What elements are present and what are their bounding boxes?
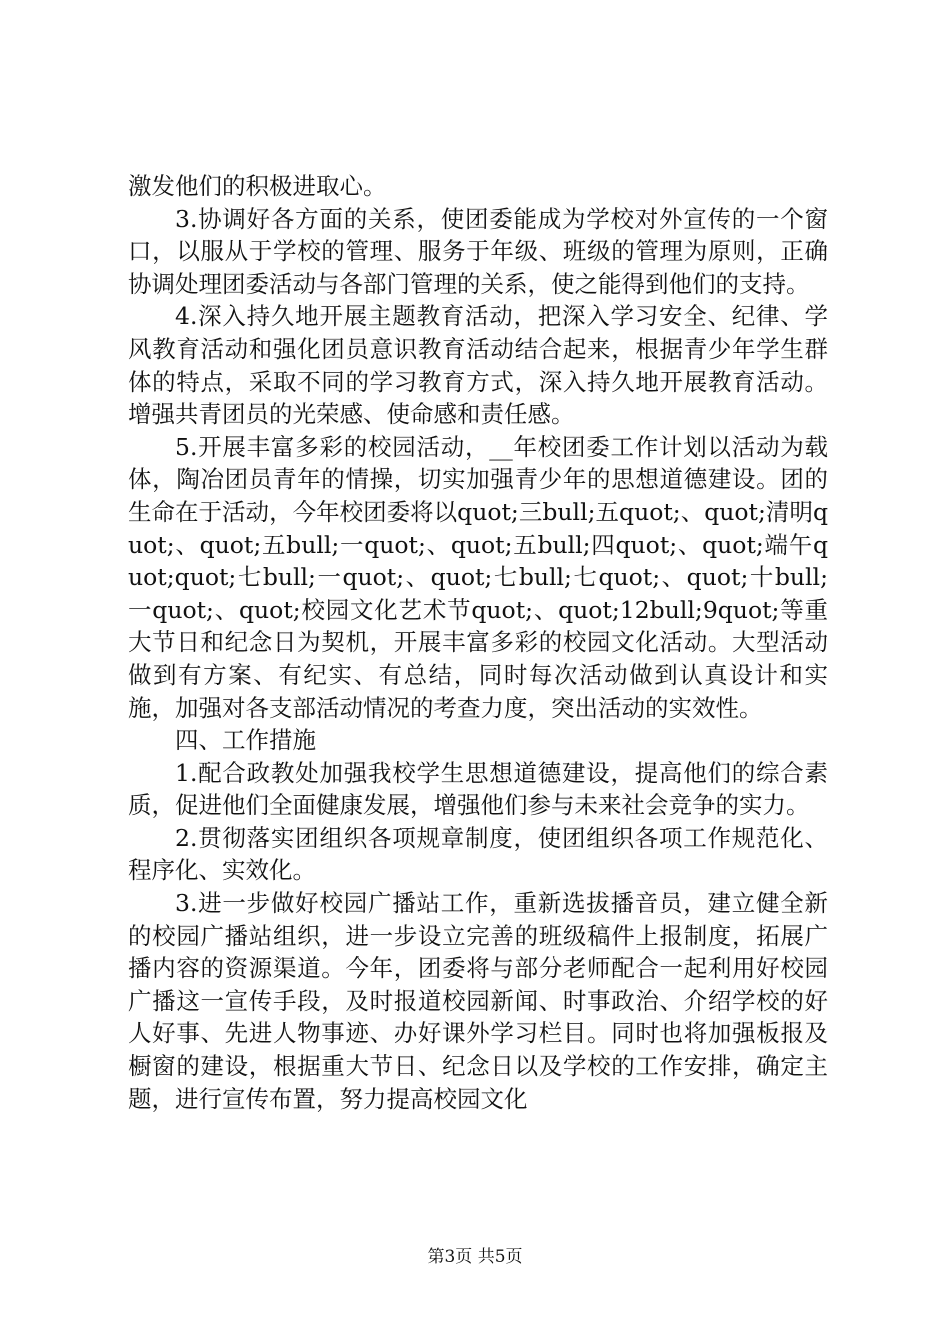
paragraph: 3.协调好各方面的关系，使团委能成为学校对外宣传的一个窗口，以服从于学校的管理、服务于年级、班级的管理为原则，正确协调处理团委活动与各部门管理的关系，使之能得到他们的支持。 [128,204,828,298]
paragraph: 4.深入持久地开展主题教育活动，把深入学习安全、纪律、学风教育活动和强化团员意识教育活动结合起来，根据青少年学生群体的特点，采取不同的学习教育方式，深入持久地开展教育活动。增强共青团员的光荣感、使命感和责任感。 [128,302,828,429]
paragraph: 3.进一步做好校园广播站工作，重新选拔播音员，建立健全新的校园广播站组织，进一步设立完善的班级稿件上报制度，拓展广播内容的资源渠道。今年，团委将与部分老师配合一起利用好校园广播这一宣传手段，及时报道校园新闻、时事政治、介绍学校的好人好事、先进人物事迹、办好课外学习栏目。同时也将加强板报及橱窗的建设，根据重大节日、纪念日以及学校的工作安排，确定主题，进行宣传布置，努力提高校园文化 [128,889,828,1113]
paragraph: 激发他们的积极进取心。 [128,172,387,200]
paragraph: 5.开展丰富多彩的校园活动，__年校团委工作计划以活动为载体，陶冶团员青年的情操，切实加强青少年的思想道德建设。团的生命在于活动，今年校团委将以quot;三bull;五quot;、quot;清明quot;、quot;五bull;一quot;、quot;五bull;四quot;、quot;端午quot;quot;七bull;一quot;、quot;七bull;七quot;、quot;十bull;一quot;、quot;校园文化艺术节quot;、quot;12bull;9quot;等重大节日和纪念日为契机，开展丰富多彩的校园文化活动。大型活动做到有方案、有纪实、有总结，同时每次活动做到认真设计和实施，加强对各支部活动情况的考查力度，突出活动的实效性。 [128,432,828,722]
page-number-label: 第3页 共5页 [427,1247,523,1267]
document-body [128,170,828,1115]
paragraph: 1.配合政教处加强我校学生思想道德建设，提高他们的综合素质，促进他们全面健康发展，增强他们参与未来社会竞争的实力。 [128,758,828,820]
section-heading: 四、工作措施 [175,726,316,755]
page-footer [0,1242,950,1267]
paragraph: 2.贯彻落实团组织各项规章制度，使团组织各项工作规范化、程序化、实效化。 [128,823,828,885]
